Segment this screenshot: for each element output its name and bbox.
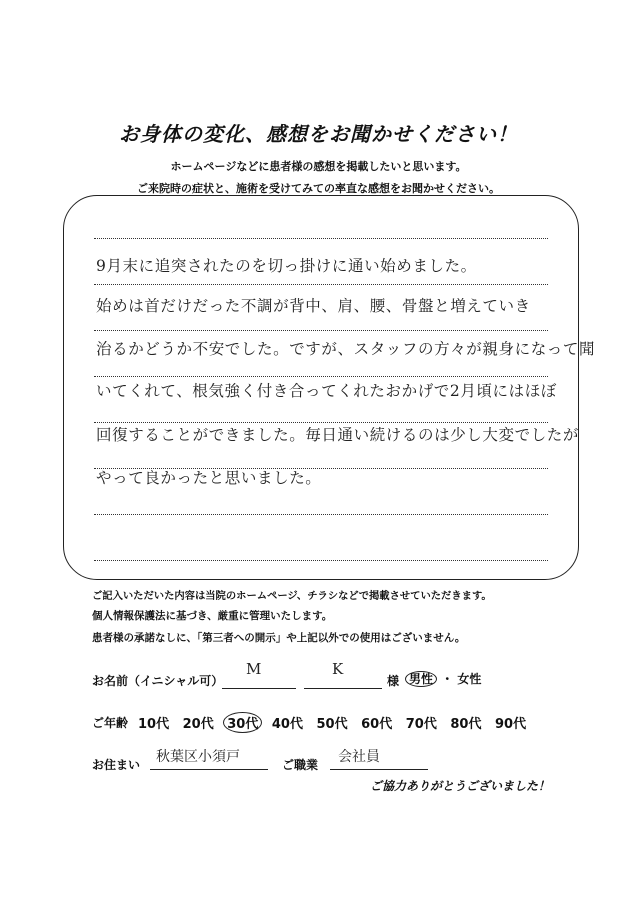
gender-male-option[interactable]: 男性	[405, 671, 437, 687]
age-option[interactable]: 10代	[138, 717, 170, 732]
name-underline-1	[222, 688, 296, 689]
age-label: ご年齢	[92, 716, 129, 730]
notice-line-2: 個人情報保護法に基づき、厳重に管理いたします。	[92, 610, 333, 622]
age-option-selected[interactable]: 30代	[223, 712, 262, 733]
thanks-message: ご協力ありがとうございました！	[370, 779, 551, 793]
gender-options	[405, 670, 481, 687]
name-initial-1: M	[246, 660, 262, 678]
name-initial-2: K	[332, 660, 344, 678]
age-option[interactable]: 20代	[182, 717, 214, 732]
honorific: 様	[387, 674, 400, 688]
age-option[interactable]: 70代	[405, 717, 437, 732]
address-underline	[150, 769, 268, 770]
notice-line-1: ご記入いただいた内容は当院のホームページ、チラシなどで掲載させていただきます。	[92, 590, 492, 602]
ruled-line	[94, 514, 548, 515]
comment-line: 回復することができました。毎日通い続けるのは少し大変でしたが	[96, 426, 580, 444]
address-label: お住まい	[92, 758, 141, 772]
ruled-line	[94, 376, 548, 377]
comment-line: 治るかどうか不安でした。ですが、スタッフの方々が親身になって聞	[96, 340, 596, 358]
comment-line: やって良かったと思いました。	[96, 469, 322, 487]
ruled-line	[94, 560, 548, 561]
occupation-underline	[330, 769, 428, 770]
ruled-line	[94, 330, 548, 331]
gender-separator: ・	[441, 672, 454, 686]
comment-line: 9月末に追突されたのを切っ掛けに通い始めました。	[96, 257, 477, 275]
age-option[interactable]: 80代	[450, 717, 482, 732]
age-options	[138, 712, 535, 733]
address-value[interactable]: 秋葉区小須戸	[156, 749, 240, 765]
subtitle-1: ホームページなどに患者様の感想を掲載したいと思います。	[170, 160, 467, 173]
comment-line: いてくれて、根気強く付き合ってくれたおかげで2月頃にはほぼ	[96, 382, 557, 400]
occupation-label: ご職業	[282, 758, 319, 772]
age-option[interactable]: 90代	[495, 717, 527, 732]
page-title: お身体の変化、感想をお聞かせください！	[119, 122, 518, 146]
name-underline-2	[304, 688, 382, 689]
name-label: お名前（イニシャル可）	[92, 674, 224, 688]
comment-box	[63, 195, 596, 580]
ruled-line	[94, 238, 548, 239]
age-option[interactable]: 60代	[361, 717, 393, 732]
comment-line: 始めは首だけだった不調が背中、肩、腰、骨盤と増えていき	[96, 297, 531, 315]
ruled-line	[94, 284, 548, 285]
notice-line-3: 患者様の承諾なしに、「第三者への開示」や上記以外での使用はございません。	[92, 632, 466, 644]
occupation-value[interactable]: 会社員	[338, 749, 380, 765]
age-option[interactable]: 50代	[316, 717, 348, 732]
subtitle-2: ご来院時の症状と、施術を受けてみての率直な感想をお聞かせください。	[137, 182, 500, 195]
age-option[interactable]: 40代	[271, 717, 303, 732]
gender-female-option[interactable]: 女性	[457, 672, 482, 686]
